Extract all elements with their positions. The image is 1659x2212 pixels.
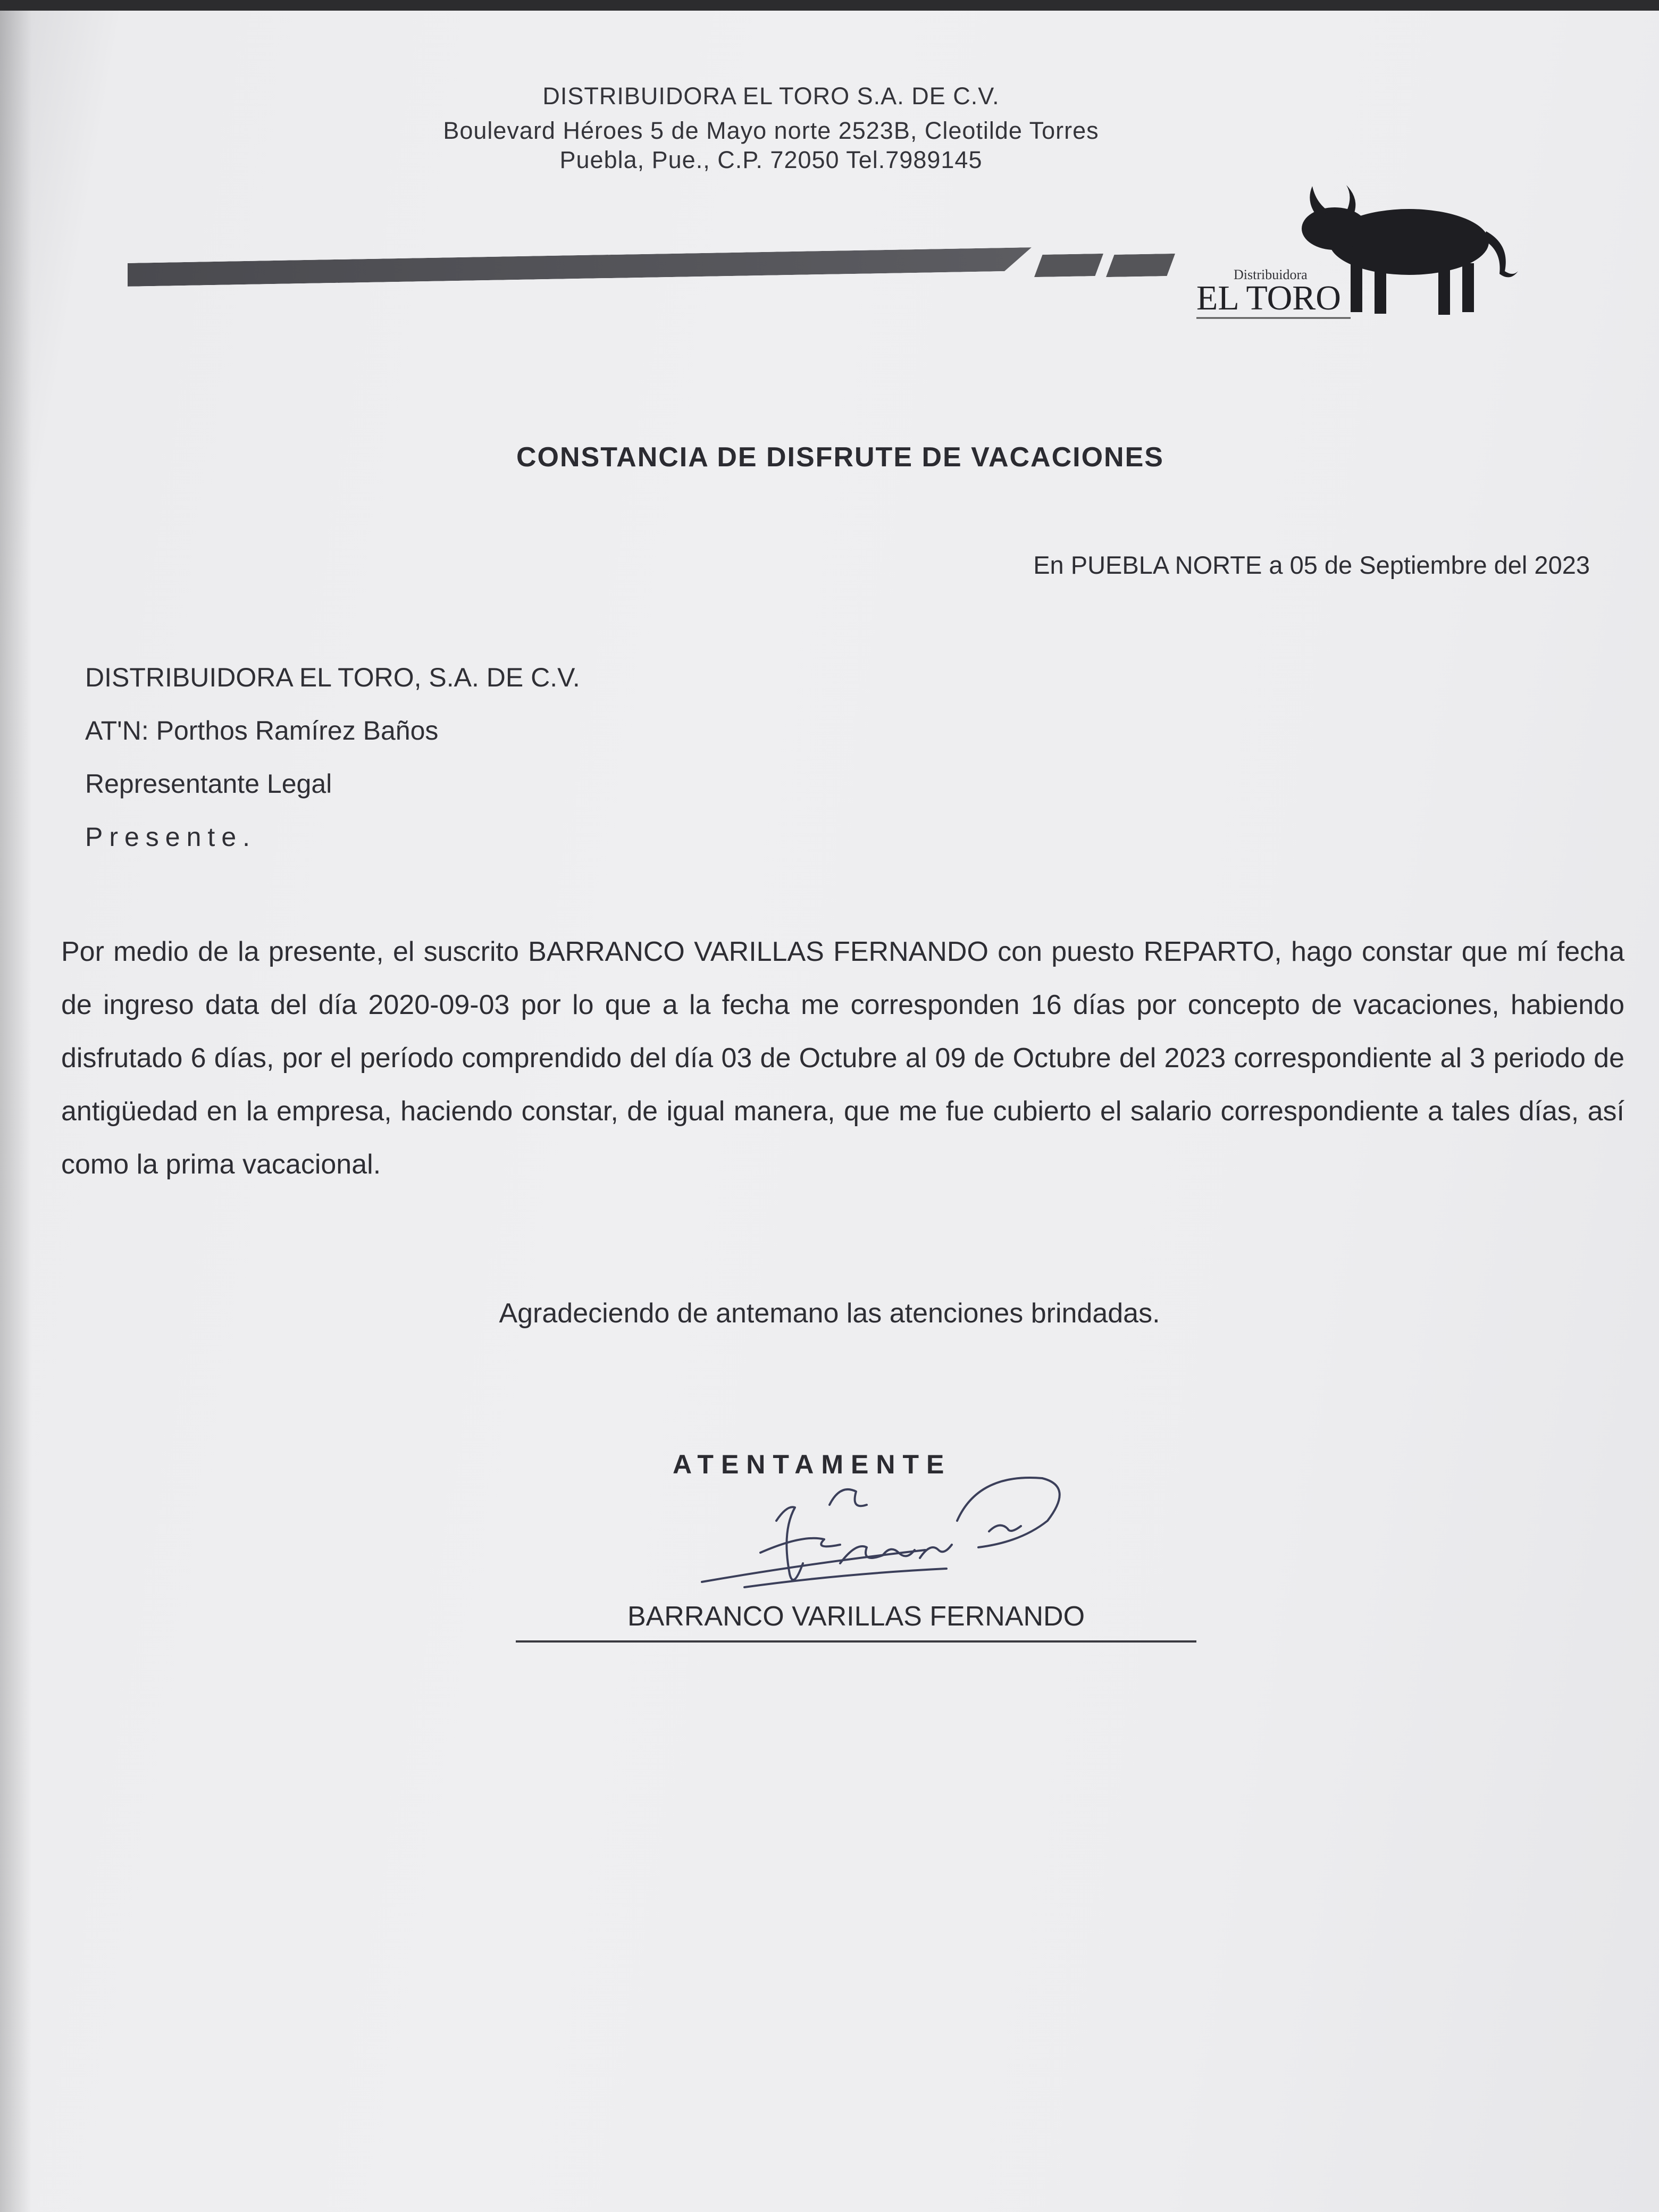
handwritten-signature (681, 1441, 1074, 1611)
page-edge-shadow (0, 11, 32, 2212)
letterhead-company: DISTRIBUIDORA EL TORO S.A. DE C.V. (542, 82, 1000, 110)
letterhead-address: Boulevard Héroes 5 de Mayo norte 2523B, Cleotilde Torres (443, 117, 1099, 144)
addressee-role: Representante Legal (85, 769, 332, 799)
signer-name: BARRANCO VARILLAS FERNANDO (627, 1601, 1085, 1632)
document-title: CONSTANCIA DE DISFRUTE DE VACACIONES (516, 442, 1164, 473)
el-toro-logo (1191, 170, 1531, 330)
letter-page (0, 11, 1659, 2212)
logo-small-text: Distribuidora (1234, 267, 1308, 282)
header-band-segment (1106, 254, 1175, 277)
header-band (128, 247, 1032, 287)
letterhead-city-tel: Puebla, Pue., C.P. 72050 Tel.7989145 (559, 146, 983, 173)
logo-big-text: EL TORO (1196, 279, 1341, 317)
addressee-presente: Presente. (85, 822, 257, 852)
place-date: En PUEBLA NORTE a 05 de Septiembre del 2023 (1033, 551, 1590, 579)
signature-line (516, 1640, 1196, 1643)
thanks-line: Agradeciendo de antemano las atenciones brindadas. (499, 1298, 1160, 1329)
addressee-company: DISTRIBUIDORA EL TORO, S.A. DE C.V. (85, 663, 580, 692)
body-paragraph: Por medio de la presente, el suscrito BARRANCO VARILLAS FERNANDO con puesto REPARTO, hago constar que mí fecha de ingreso data del día 2020-09-03 por lo que a la fecha me corresponden 16 días por concepto de vacaciones, habiendo disfrutado 6 días, por el período comprendido del día 03 de Octubre al 09 de Octubre del 2023 correspondiente al 3 periodo de antigüedad en la empresa, haciendo constar, de igual manera, que me fue cubierto el salario correspondiente a tales días, así como la prima vacacional. (61, 936, 1624, 1180)
header-band-segment (1034, 254, 1103, 277)
closing: ATENTAMENTE (673, 1449, 952, 1479)
addressee-attention: AT'N: Porthos Ramírez Baños (85, 716, 439, 745)
